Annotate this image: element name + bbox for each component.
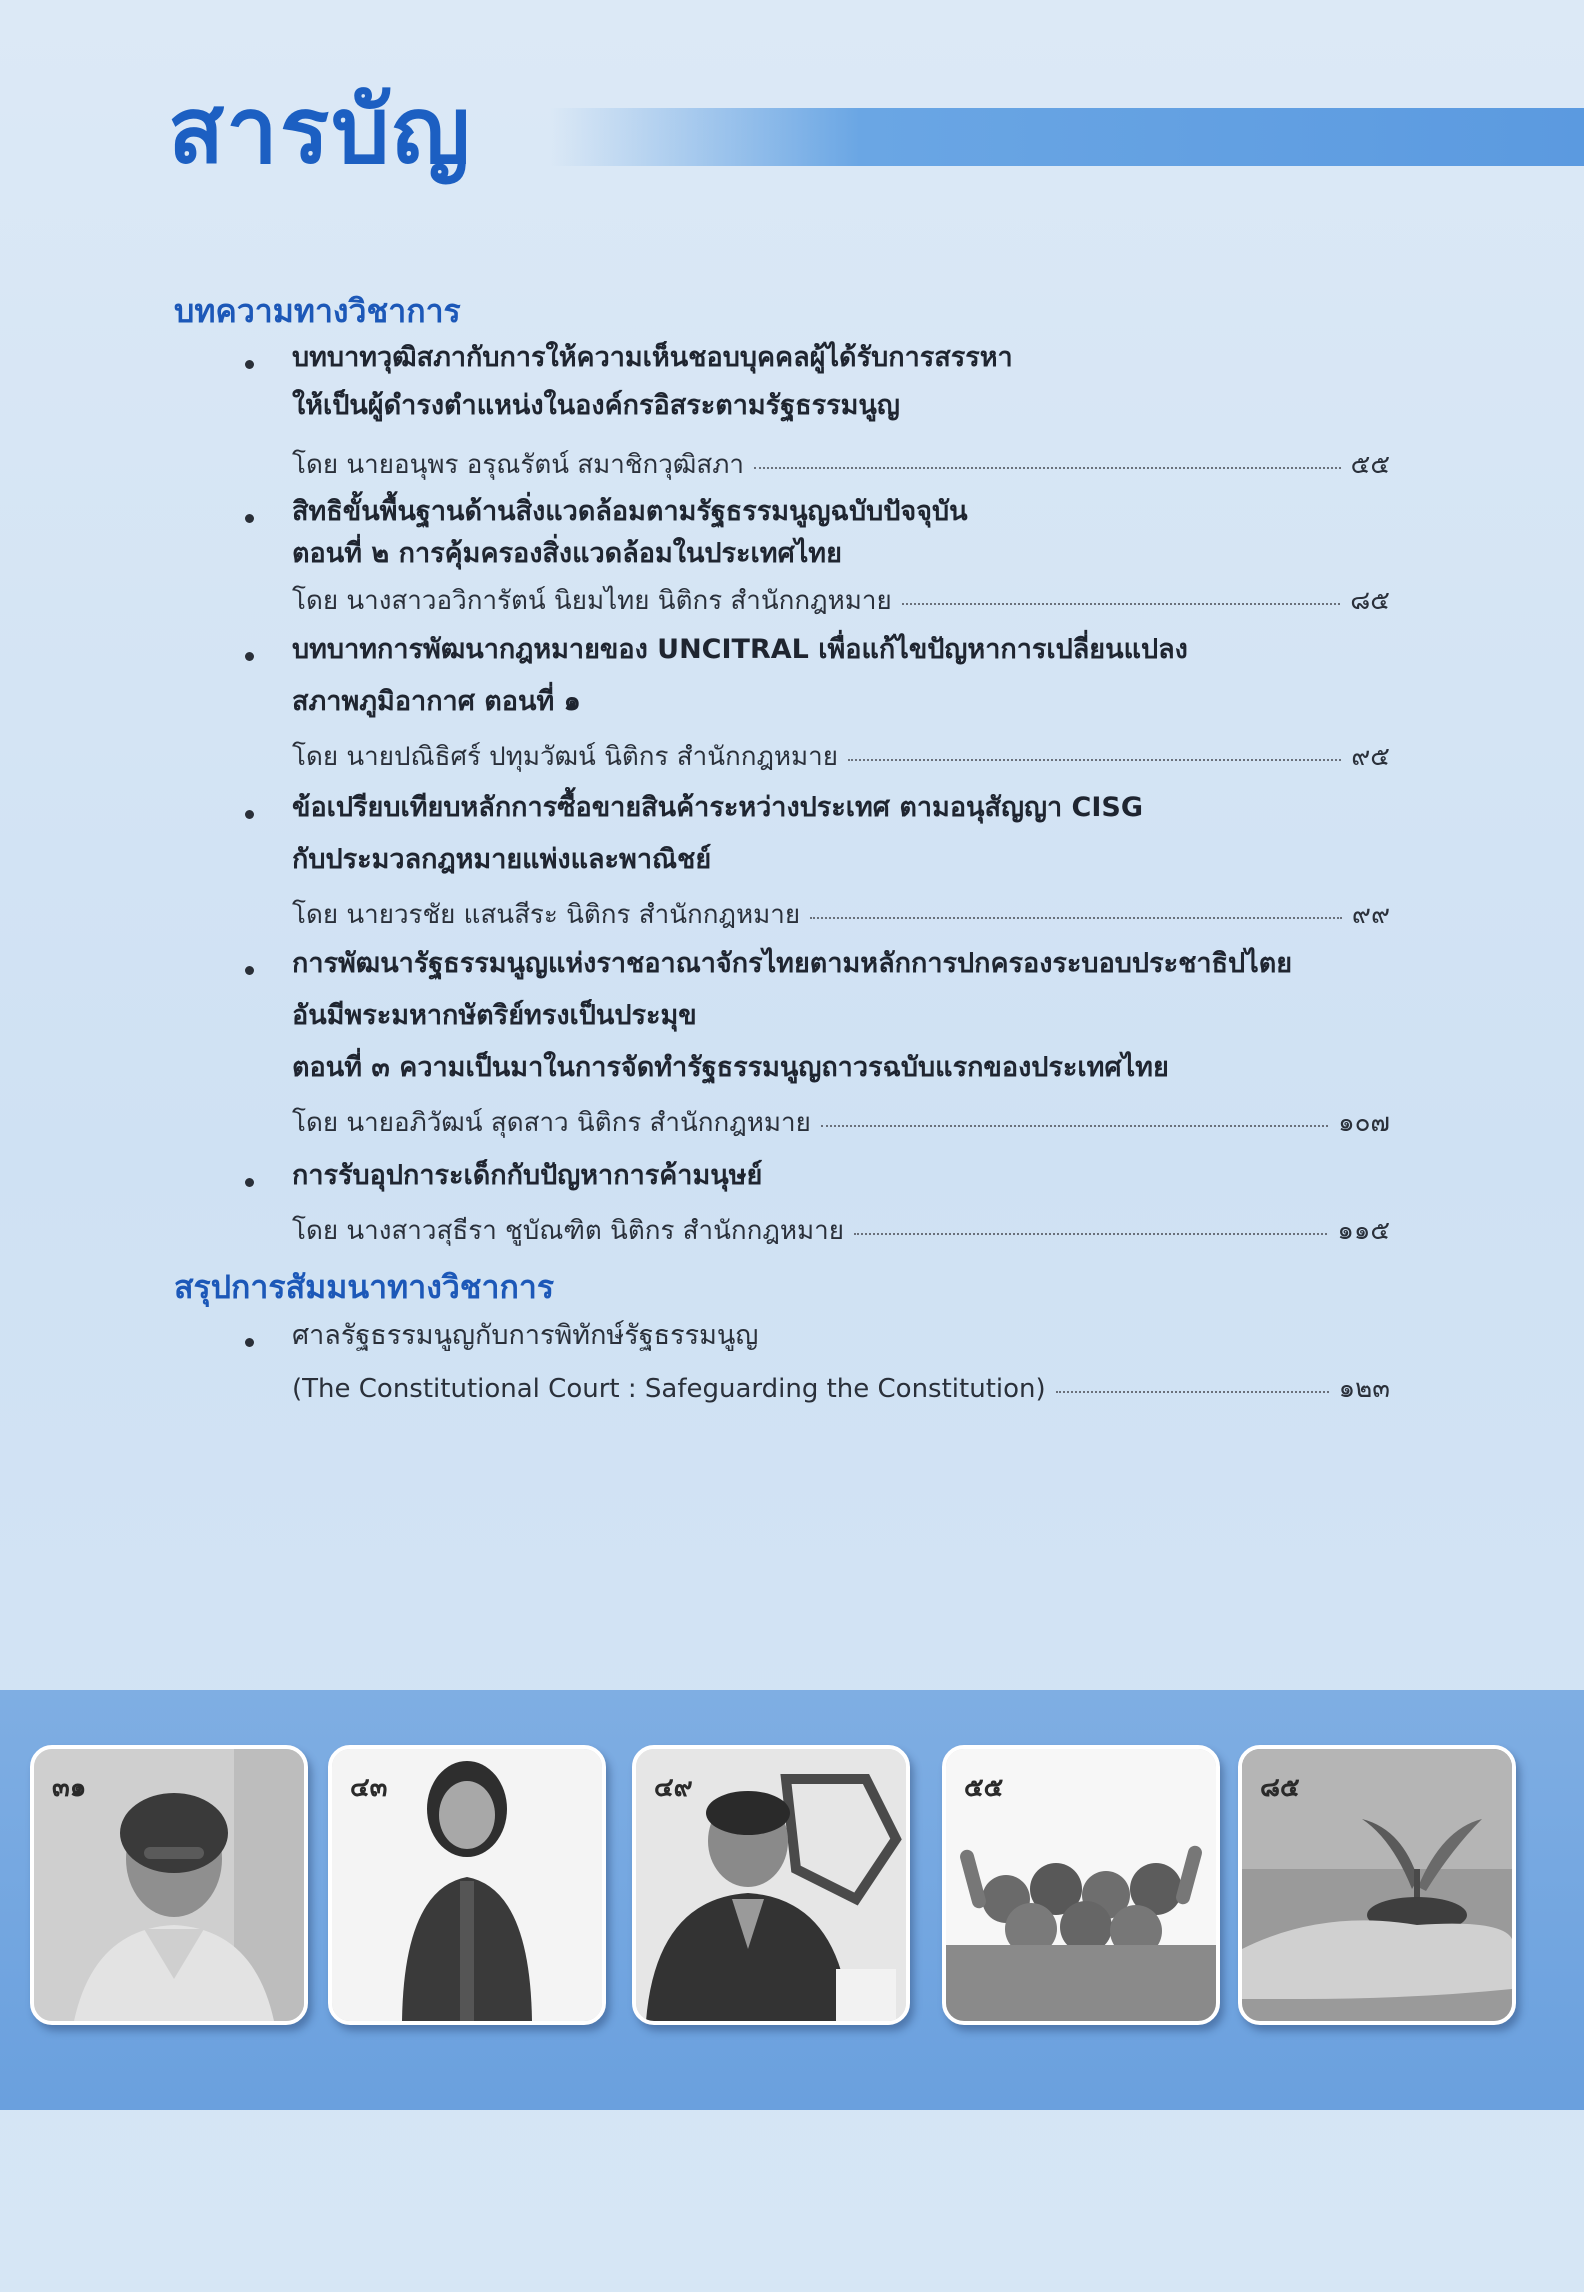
dot-leader — [848, 739, 1341, 761]
entry-page-number[interactable]: ๑๑๕ — [1337, 1216, 1390, 1246]
bullet-icon — [245, 1178, 254, 1187]
thumbnail-page-85[interactable] — [1238, 1745, 1516, 2025]
entry-title-line: สิทธิขั้นพื้นฐานด้านสิ่งแวดล้อมตามรัฐธรรมนูญฉบับปัจจุบัน — [292, 496, 968, 527]
entry-page-number[interactable]: ๙๕ — [1351, 742, 1390, 772]
entry-title-line: ตอนที่ ๒ การคุ้มครองสิ่งแวดล้อมในประเทศไทย — [292, 538, 842, 569]
dot-leader — [821, 1105, 1328, 1127]
entry-author-row — [292, 1368, 1390, 1404]
thumbnail-page-49[interactable] — [632, 1745, 910, 2025]
entry-author-row — [292, 1210, 1390, 1246]
entry-title-line: สภาพภูมิอากาศ ตอนที่ ๑ — [292, 686, 581, 717]
entry-title-line: การพัฒนารัฐธรรมนูญแห่งราชอาณาจักรไทยตามหลักการปกครองระบอบประชาธิปไตย — [292, 948, 1293, 979]
thumbnail-page-31[interactable] — [30, 1745, 308, 2025]
entry-title-line: ตอนที่ ๓ ความเป็นมาในการจัดทำรัฐธรรมนูญถาวรฉบับแรกของประเทศไทย — [292, 1052, 1169, 1083]
dot-leader — [754, 447, 1341, 469]
entry-author: โดย นายวรชัย แสนสีระ นิติกร สำนักกฎหมาย — [292, 900, 801, 930]
thumbnail-page-number: ๕๕ — [964, 1773, 1004, 1803]
entry-page-number[interactable]: ๙๙ — [1351, 900, 1390, 930]
entry-page-number[interactable]: ๕๕ — [1350, 450, 1390, 480]
bullet-icon — [245, 514, 254, 523]
entry-page-number[interactable]: ๑๒๓ — [1338, 1374, 1390, 1404]
entry-author: โดย นางสาวอวิการัตน์ นิยมไทย นิติกร สำนักกฎหมาย — [292, 586, 892, 616]
entry-title-line: ข้อเปรียบเทียบหลักการซื้อขายสินค้าระหว่างประเทศ ตามอนุสัญญา CISG — [292, 792, 1144, 823]
entry-author-row — [292, 736, 1390, 772]
entry-title-line: ให้เป็นผู้ดำรงตำแหน่งในองค์กรอิสระตามรัฐธรรมนูญ — [292, 390, 900, 421]
entry-title-line: กับประมวลกฎหมายแพ่งและพาณิชย์ — [292, 844, 712, 875]
bullet-icon — [245, 360, 254, 369]
entry-title-line: การรับอุปการะเด็กกับปัญหาการค้ามนุษย์ — [292, 1160, 763, 1191]
thumbnail-page-number: ๓๑ — [52, 1773, 87, 1803]
thumbnail-page-number: ๔๙ — [654, 1773, 693, 1803]
entry-author-row — [292, 580, 1390, 616]
entry-author-row — [292, 1102, 1390, 1138]
entry-author-row — [292, 444, 1390, 480]
entry-author: โดย นายปณิธิศร์ ปทุมวัฒน์ นิติกร สำนักกฎหมาย — [292, 742, 839, 772]
entry-title-line: บทบาทการพัฒนากฎหมายของ UNCITRAL เพื่อแก้ไขปัญหาการเปลี่ยนแปลง — [292, 634, 1188, 665]
page-title: สารบัญ — [168, 77, 473, 184]
entry-page-number[interactable]: ๘๕ — [1350, 586, 1390, 616]
entry-author-row — [292, 894, 1390, 930]
title-decoration-bar — [550, 108, 1584, 166]
entry-page-number[interactable]: ๑๐๗ — [1338, 1108, 1390, 1138]
dot-leader — [810, 897, 1342, 919]
dot-leader — [1056, 1371, 1329, 1393]
entry-author: โดย นายอภิวัฒน์ สุดสาว นิติกร สำนักกฎหมาย — [292, 1108, 811, 1138]
entry-title-line: อันมีพระมหากษัตริย์ทรงเป็นประมุข — [292, 1000, 697, 1031]
bullet-icon — [245, 810, 254, 819]
bullet-icon — [245, 1338, 254, 1347]
thumbnail-page-number: ๘๕ — [1260, 1773, 1300, 1803]
section-heading-seminar-summary: สรุปการสัมมนาทางวิชาการ — [174, 1268, 554, 1306]
entry-title-line: ศาลรัฐธรรมนูญกับการพิทักษ์รัฐธรรมนูญ — [292, 1320, 759, 1351]
bullet-icon — [245, 966, 254, 975]
entry-subtitle: (The Constitutional Court : Safeguarding the Constitution) — [292, 1374, 1046, 1404]
bullet-icon — [245, 652, 254, 661]
thumbnail-page-number: ๔๓ — [350, 1773, 388, 1803]
dot-leader — [902, 583, 1341, 605]
entry-title-line: บทบาทวุฒิสภากับการให้ความเห็นชอบบุคคลผู้ได้รับการสรรหา — [292, 342, 1013, 373]
dot-leader — [854, 1213, 1327, 1235]
entry-author: โดย นางสาวสุธีรา ชูบัณฑิต นิติกร สำนักกฎหมาย — [292, 1216, 844, 1246]
entry-author: โดย นายอนุพร อรุณรัตน์ สมาชิกวุฒิสภา — [292, 450, 744, 480]
section-heading-academic-articles: บทความทางวิชาการ — [174, 292, 461, 330]
thumbnail-page-43[interactable] — [328, 1745, 606, 2025]
thumbnail-page-55[interactable] — [942, 1745, 1220, 2025]
